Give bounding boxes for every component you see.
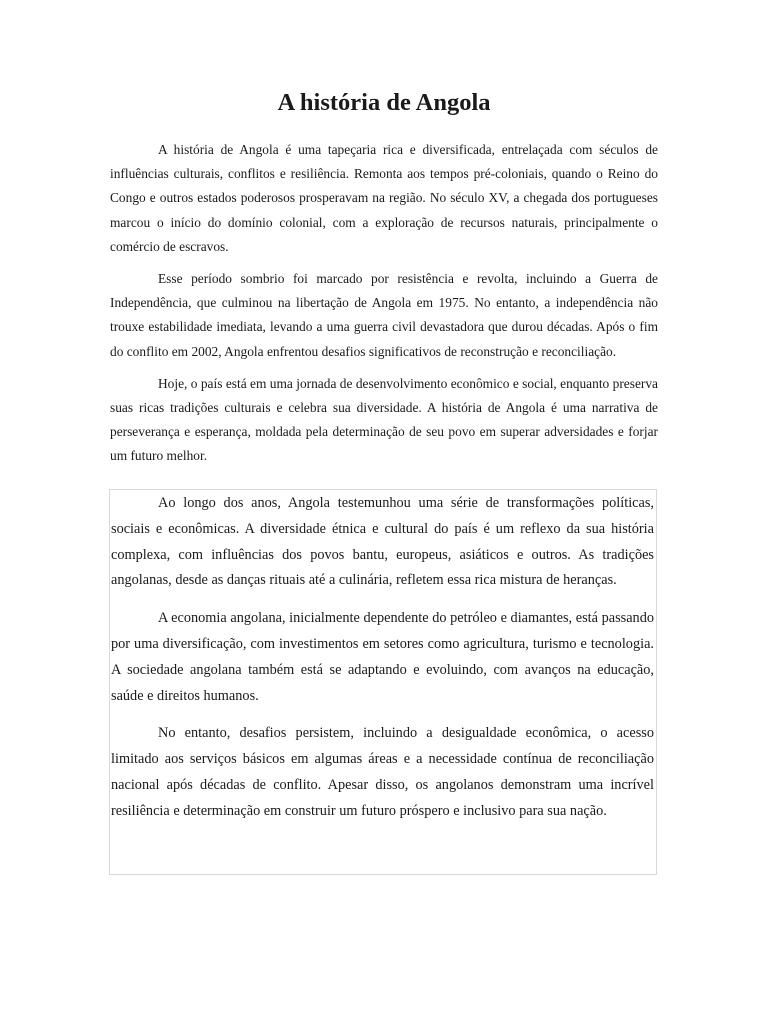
bordered-text-box bbox=[109, 489, 657, 875]
paragraph: Ao longo dos anos, Angola testemunhou uma série de transformações políticas, sociais e econômicas. A diversidade étnica e cultural do país é um reflexo da sua história complexa, com influências dos povos bantu, europeus, asiáticos e outros. As tradições angolanas, desde as danças rituais até a culinária, refletem essa rica mistura de heranças. bbox=[111, 495, 654, 589]
intro-section bbox=[110, 138, 658, 477]
page-title: A história de Angola bbox=[277, 89, 491, 116]
paragraph: No entanto, desafios persistem, incluindo a desigualdade econômica, o acesso limitado aos serviços básicos em algumas áreas e a necessidade contínua de reconciliação nacional após décadas de conflito. Apesar disso, os angolanos demonstram uma incrível resiliência e determinação em construir um futuro próspero e inclusivo para sua nação. bbox=[111, 725, 654, 819]
paragraph: A economia angolana, inicialmente dependente do petróleo e diamantes, está passando por uma diversificação, com investimentos em setores como agricultura, turismo e tecnologia. A sociedade angolana também está se adaptando e evoluindo, com avanços na educação, saúde e direitos humanos. bbox=[111, 610, 654, 704]
paragraph: Hoje, o país está em uma jornada de desenvolvimento econômico e social, enquanto preserva suas ricas tradições culturais e celebra sua diversidade. A história de Angola é uma narrativa de perseverança e esperança, moldada pela determinação de seu povo em superar adversidades e forjar um futuro melhor. bbox=[110, 375, 658, 464]
paragraph: A história de Angola é uma tapeçaria rica e diversificada, entrelaçada com séculos de influências culturais, conflitos e resiliência. Remonta aos tempos pré-coloniais, quando o Reino do Congo e outros estados poderosos prosperavam na região. No século XV, a chegada dos portugueses marcou o início do domínio colonial, com a exploração de recursos naturais, principalmente o comércio de escravos. bbox=[110, 142, 658, 254]
paragraph: Esse período sombrio foi marcado por resistência e revolta, incluindo a Guerra de Independência, que culminou na libertação de Angola em 1975. No entanto, a independência não trouxe estabilidade imediata, levando a uma guerra civil devastadora que durou décadas. Após o fim do conflito em 2002, Angola enfrentou desafios significativos de reconstrução e reconciliação. bbox=[110, 271, 658, 359]
